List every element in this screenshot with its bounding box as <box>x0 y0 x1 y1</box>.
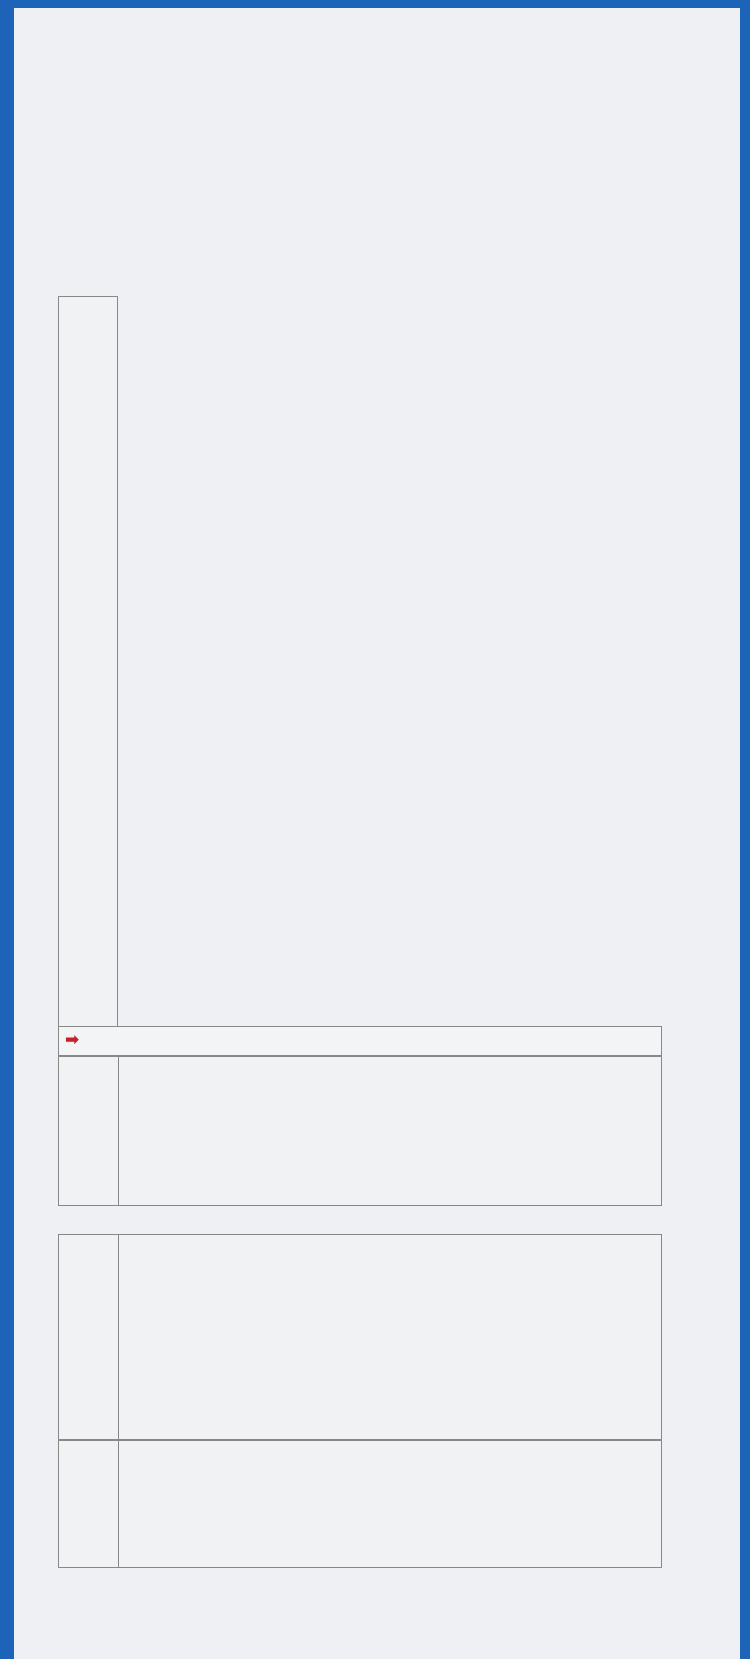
arrow-icon: ➡ <box>65 1030 80 1050</box>
red-warning-box <box>58 1234 662 1440</box>
divider <box>118 1440 119 1568</box>
yellow-extra-row <box>58 1026 662 1056</box>
yellow-warning-label-box <box>58 296 118 1034</box>
yellow-penalty-box <box>58 1056 662 1206</box>
red-penalty-box <box>58 1440 662 1568</box>
divider <box>118 1056 119 1206</box>
intro-text <box>76 102 726 106</box>
notice-board <box>14 8 740 1659</box>
divider <box>118 1234 119 1440</box>
